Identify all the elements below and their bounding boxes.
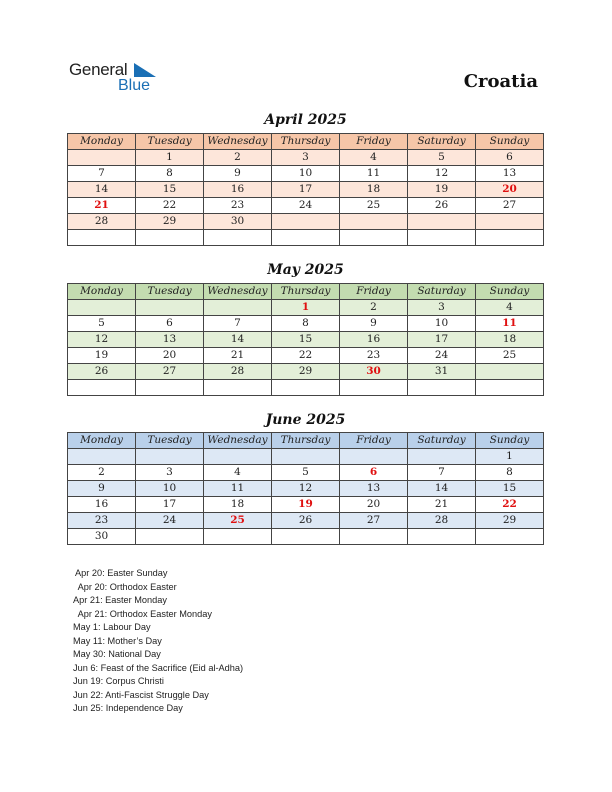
- week-row: [68, 316, 544, 332]
- day-cell: [136, 380, 204, 396]
- day-cell: 2: [340, 300, 408, 316]
- day-cell: [68, 300, 136, 316]
- weekday-thursday: Thursday: [272, 134, 340, 150]
- day-cell: 31: [408, 364, 476, 380]
- day-cell: 16: [340, 332, 408, 348]
- day-cell: 22: [272, 348, 340, 364]
- weekday-wednesday: Wednesday: [204, 284, 272, 300]
- day-cell: [204, 529, 272, 545]
- day-cell: [340, 529, 408, 545]
- day-cell: [204, 300, 272, 316]
- day-cell: 26: [272, 513, 340, 529]
- weekday-header-row: [68, 134, 544, 150]
- weekday-thursday: Thursday: [272, 433, 340, 449]
- day-cell: 23: [340, 348, 408, 364]
- day-cell: 29: [476, 513, 544, 529]
- day-cell: [204, 380, 272, 396]
- day-cell: [68, 150, 136, 166]
- holiday-item: May 11: Mother’s Day: [73, 635, 162, 646]
- day-cell: 5: [408, 150, 476, 166]
- country-title: Croatia: [463, 71, 538, 92]
- holiday-item: Jun 25: Independence Day: [73, 703, 183, 713]
- week-row: [68, 481, 544, 497]
- day-cell: 26: [68, 364, 136, 380]
- day-cell: 3: [272, 150, 340, 166]
- day-cell: 29: [272, 364, 340, 380]
- day-cell: 21: [204, 348, 272, 364]
- day-cell: 20: [340, 497, 408, 513]
- day-cell: [68, 230, 136, 246]
- day-cell: 8: [272, 316, 340, 332]
- logo-triangle-icon: [134, 63, 156, 77]
- logo-text-general: General: [69, 60, 128, 79]
- holiday-list: [73, 567, 243, 716]
- day-cell: [476, 364, 544, 380]
- weekday-monday: Monday: [68, 433, 136, 449]
- day-cell: 18: [340, 182, 408, 198]
- day-cell: 12: [272, 481, 340, 497]
- week-row: [68, 300, 544, 316]
- day-cell: 4: [204, 465, 272, 481]
- day-cell: 1: [136, 150, 204, 166]
- week-row: [68, 449, 544, 465]
- week-row: [68, 166, 544, 182]
- weekday-saturday: Saturday: [408, 134, 476, 150]
- day-cell: [204, 449, 272, 465]
- week-row: [68, 465, 544, 481]
- day-cell: 18: [204, 497, 272, 513]
- weekday-tuesday: Tuesday: [136, 433, 204, 449]
- holiday-item: May 30: National Day: [73, 649, 161, 659]
- day-cell: 7: [408, 465, 476, 481]
- week-row: [68, 150, 544, 166]
- month-title-may: May 2025: [267, 262, 344, 278]
- day-cell: 14: [408, 481, 476, 497]
- calendar-june: [67, 432, 544, 545]
- day-cell: 13: [340, 481, 408, 497]
- weekday-header-row: [68, 284, 544, 300]
- day-cell: 24: [408, 348, 476, 364]
- day-cell: 23: [68, 513, 136, 529]
- day-cell: 7: [204, 316, 272, 332]
- day-cell: [408, 214, 476, 230]
- holiday-day-cell: 30: [340, 364, 408, 380]
- day-cell: [340, 230, 408, 246]
- day-cell: [408, 380, 476, 396]
- day-cell: 27: [136, 364, 204, 380]
- weekday-monday: Monday: [68, 134, 136, 150]
- day-cell: 22: [136, 198, 204, 214]
- month-title-june: June 2025: [265, 412, 346, 428]
- general-blue-logo: [69, 60, 169, 96]
- calendar-april: [67, 133, 544, 246]
- week-row: [68, 529, 544, 545]
- day-cell: 14: [68, 182, 136, 198]
- day-cell: 15: [272, 332, 340, 348]
- week-row: [68, 182, 544, 198]
- day-cell: 10: [408, 316, 476, 332]
- day-cell: 5: [68, 316, 136, 332]
- week-row: [68, 513, 544, 529]
- day-cell: 18: [476, 332, 544, 348]
- calendar-may: [67, 283, 544, 396]
- day-cell: 13: [136, 332, 204, 348]
- day-cell: 10: [136, 481, 204, 497]
- day-cell: 1: [476, 449, 544, 465]
- holiday-item: Apr 20: Orthodox Easter: [73, 581, 177, 592]
- day-cell: [136, 449, 204, 465]
- day-cell: [272, 214, 340, 230]
- week-row: [68, 198, 544, 214]
- day-cell: 6: [476, 150, 544, 166]
- day-cell: 30: [204, 214, 272, 230]
- day-cell: 9: [340, 316, 408, 332]
- day-cell: [136, 230, 204, 246]
- day-cell: 14: [204, 332, 272, 348]
- holiday-day-cell: 22: [476, 497, 544, 513]
- holiday-item: Apr 21: Easter Monday: [73, 595, 167, 605]
- holiday-day-cell: 25: [204, 513, 272, 529]
- holiday-day-cell: 19: [272, 497, 340, 513]
- day-cell: [68, 380, 136, 396]
- day-cell: 9: [68, 481, 136, 497]
- weekday-sunday: Sunday: [476, 284, 544, 300]
- day-cell: [272, 230, 340, 246]
- day-cell: 10: [272, 166, 340, 182]
- day-cell: 2: [204, 150, 272, 166]
- weekday-sunday: Sunday: [476, 134, 544, 150]
- day-cell: 12: [408, 166, 476, 182]
- week-row: [68, 214, 544, 230]
- day-cell: 27: [476, 198, 544, 214]
- day-cell: 8: [136, 166, 204, 182]
- day-cell: 4: [476, 300, 544, 316]
- day-cell: 4: [340, 150, 408, 166]
- day-cell: [476, 380, 544, 396]
- holiday-item: Apr 21: Orthodox Easter Monday: [73, 608, 212, 619]
- holiday-item: Jun 6: Feast of the Sacrifice (Eid al-Adha): [73, 662, 244, 673]
- weekday-friday: Friday: [340, 284, 408, 300]
- day-cell: [204, 230, 272, 246]
- day-cell: 19: [68, 348, 136, 364]
- week-row: [68, 364, 544, 380]
- day-cell: 28: [408, 513, 476, 529]
- day-cell: 27: [340, 513, 408, 529]
- day-cell: 26: [408, 198, 476, 214]
- day-cell: 3: [136, 465, 204, 481]
- day-cell: 3: [408, 300, 476, 316]
- weekday-saturday: Saturday: [408, 284, 476, 300]
- week-row: [68, 332, 544, 348]
- day-cell: 16: [68, 497, 136, 513]
- day-cell: [272, 380, 340, 396]
- day-cell: 19: [408, 182, 476, 198]
- day-cell: 25: [340, 198, 408, 214]
- day-cell: [272, 529, 340, 545]
- day-cell: [476, 230, 544, 246]
- holiday-day-cell: 11: [476, 316, 544, 332]
- day-cell: [68, 449, 136, 465]
- day-cell: 11: [340, 166, 408, 182]
- holiday-day-cell: 21: [68, 198, 136, 214]
- holiday-item: Jun 22: Anti-Fascist Struggle Day: [73, 689, 209, 700]
- day-cell: [136, 300, 204, 316]
- day-cell: 8: [476, 465, 544, 481]
- day-cell: [408, 529, 476, 545]
- day-cell: [476, 214, 544, 230]
- month-title-april: April 2025: [264, 112, 347, 128]
- holiday-item: May 1: Labour Day: [73, 622, 151, 632]
- week-row: [68, 348, 544, 364]
- weekday-friday: Friday: [340, 433, 408, 449]
- holiday-day-cell: 1: [272, 300, 340, 316]
- day-cell: 16: [204, 182, 272, 198]
- day-cell: 17: [136, 497, 204, 513]
- weekday-tuesday: Tuesday: [136, 134, 204, 150]
- day-cell: 13: [476, 166, 544, 182]
- weekday-header-row: [68, 433, 544, 449]
- day-cell: [136, 529, 204, 545]
- holiday-day-cell: 20: [476, 182, 544, 198]
- day-cell: 11: [204, 481, 272, 497]
- weekday-friday: Friday: [340, 134, 408, 150]
- weekday-sunday: Sunday: [476, 433, 544, 449]
- weekday-thursday: Thursday: [272, 284, 340, 300]
- day-cell: 24: [272, 198, 340, 214]
- day-cell: 21: [408, 497, 476, 513]
- day-cell: [340, 449, 408, 465]
- day-cell: 24: [136, 513, 204, 529]
- day-cell: 9: [204, 166, 272, 182]
- day-cell: 17: [408, 332, 476, 348]
- day-cell: [272, 449, 340, 465]
- day-cell: 30: [68, 529, 136, 545]
- holiday-item: Jun 19: Corpus Christi: [73, 676, 164, 686]
- day-cell: 12: [68, 332, 136, 348]
- day-cell: 2: [68, 465, 136, 481]
- day-cell: 28: [68, 214, 136, 230]
- day-cell: [340, 214, 408, 230]
- day-cell: 5: [272, 465, 340, 481]
- logo-text-blue: Blue: [118, 77, 151, 94]
- weekday-wednesday: Wednesday: [204, 433, 272, 449]
- day-cell: 15: [136, 182, 204, 198]
- day-cell: 6: [136, 316, 204, 332]
- weekday-wednesday: Wednesday: [204, 134, 272, 150]
- weekday-tuesday: Tuesday: [136, 284, 204, 300]
- holiday-day-cell: 6: [340, 465, 408, 481]
- week-row: [68, 380, 544, 396]
- day-cell: 28: [204, 364, 272, 380]
- day-cell: 29: [136, 214, 204, 230]
- weekday-saturday: Saturday: [408, 433, 476, 449]
- week-row: [68, 497, 544, 513]
- weekday-monday: Monday: [68, 284, 136, 300]
- day-cell: 17: [272, 182, 340, 198]
- day-cell: 7: [68, 166, 136, 182]
- day-cell: [408, 449, 476, 465]
- week-row: [68, 230, 544, 246]
- day-cell: [408, 230, 476, 246]
- day-cell: 15: [476, 481, 544, 497]
- day-cell: [340, 380, 408, 396]
- day-cell: 25: [476, 348, 544, 364]
- day-cell: [476, 529, 544, 545]
- day-cell: 20: [136, 348, 204, 364]
- holiday-item: Apr 20: Easter Sunday: [73, 568, 168, 578]
- day-cell: 23: [204, 198, 272, 214]
